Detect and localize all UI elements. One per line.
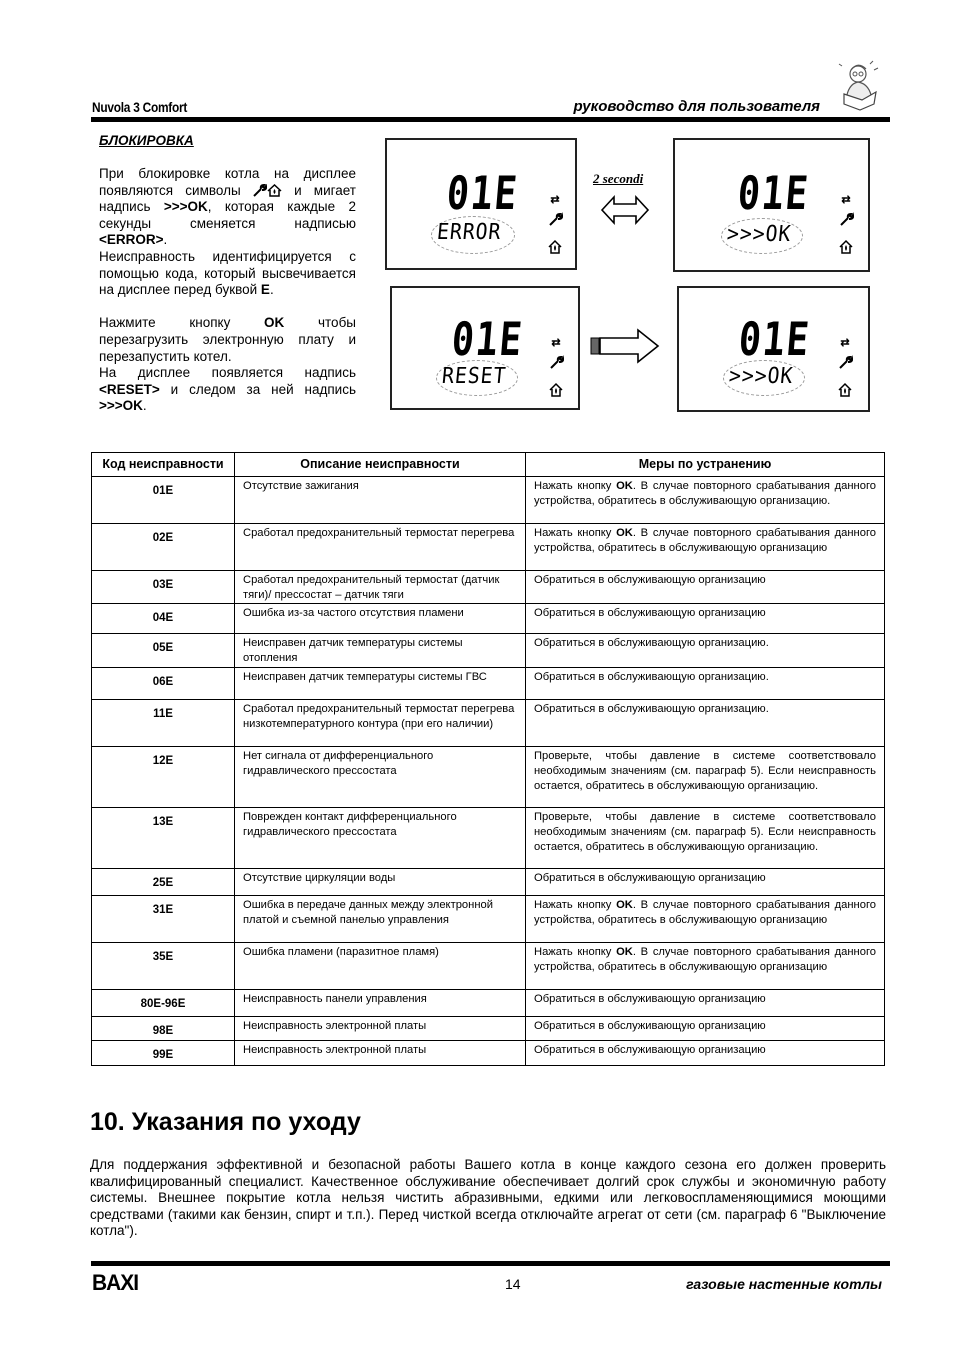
fault-description: Неисправность панели управления bbox=[235, 989, 526, 1016]
fault-remedy: Обратиться в обслуживающую организацию bbox=[526, 1040, 885, 1065]
column-header-description: Описание неисправности bbox=[235, 453, 526, 477]
fault-code: 05E bbox=[92, 634, 235, 668]
alternate-interval-label: 2 secondi bbox=[593, 171, 644, 186]
display-fault-code: 01E bbox=[736, 312, 813, 366]
display-panel-ok-1 bbox=[673, 138, 870, 272]
fault-code: 31E bbox=[92, 895, 235, 942]
fault-code: 13E bbox=[92, 807, 235, 868]
fault-code: 35E bbox=[92, 942, 235, 989]
fault-code: 80E-96E bbox=[92, 989, 235, 1016]
fault-description: Сработал предохранительный термостат перегрева bbox=[235, 523, 526, 570]
table-row bbox=[92, 989, 885, 1016]
brand-logo: BAXI bbox=[92, 1270, 139, 1295]
swap-arrows-icon: ⇄ bbox=[840, 337, 850, 349]
header-model: Nuvola 3 Comfort bbox=[92, 99, 188, 115]
fault-code: 99E bbox=[92, 1040, 235, 1065]
house-flame-icon bbox=[267, 184, 282, 197]
fault-code: 03E bbox=[92, 570, 235, 604]
fault-code: 12E bbox=[92, 746, 235, 807]
display-side-icons bbox=[547, 195, 563, 260]
fault-description: Ошибка из-за частого отсутствия пламени bbox=[235, 604, 526, 634]
fault-description: Неисправен датчик температуры системы ГВС bbox=[235, 667, 526, 699]
house-flame-icon bbox=[548, 382, 564, 398]
section-body-care: Для поддержания эффективной и безопасной работы Вашего котла в конце каждого сезона его должен проверить квалифицированный специалист. Качественное обслуживание обеспечивает долгий срок службы и экономичную работу системы. Внешнее покрытие котла нельзя чистить абразивными, едкими или легковоспламеняющимися моющими средствами (такими как бензин, спирт и т.п.). Перед чисткой всегда отключайте агрегат от сети (см. параграф 6 "Выключение котла"). bbox=[90, 1157, 886, 1239]
table-header-row bbox=[92, 453, 885, 477]
fault-remedy: Обратиться в обслуживающую организацию. bbox=[526, 667, 885, 699]
fault-code-table bbox=[91, 452, 885, 1066]
wrench-icon bbox=[253, 184, 267, 197]
display-side-icons bbox=[548, 338, 564, 403]
fault-code: 25E bbox=[92, 868, 235, 895]
table-row bbox=[92, 942, 885, 989]
fault-description: Поврежден контакт дифференциального гидравлического прессостата bbox=[235, 807, 526, 868]
display-message: >>>OK bbox=[725, 222, 793, 247]
fault-description: Ошибка пламени (паразитное пламя) bbox=[235, 942, 526, 989]
fault-remedy: Обратиться в обслуживающую организацию bbox=[526, 570, 885, 604]
table-row bbox=[92, 604, 885, 634]
table-row bbox=[92, 570, 885, 604]
fault-remedy: Обратиться в обслуживающую организацию bbox=[526, 868, 885, 895]
fault-remedy: Обратиться в обслуживающую организацию. bbox=[526, 699, 885, 746]
fault-remedy: Нажать кнопку OK. В случае повторного срабатывания данного устройства, обратитесь в обслуживающую организацию bbox=[526, 895, 885, 942]
page-number: 14 bbox=[505, 1276, 521, 1292]
header-rule bbox=[91, 117, 890, 122]
swap-arrows-icon: ⇄ bbox=[551, 337, 561, 349]
display-message: RESET bbox=[440, 364, 508, 389]
column-header-code: Код неисправности bbox=[92, 453, 235, 477]
fault-description: Неисправность электронной платы bbox=[235, 1016, 526, 1040]
fault-code: 04E bbox=[92, 604, 235, 634]
fault-code: 11E bbox=[92, 699, 235, 746]
fault-remedy: Проверьте, чтобы давление в системе соответствовало необходимым значениям (см. параграф 5). Если неисправность остается, обратитесь в обслуживающую организацию. bbox=[526, 807, 885, 868]
fault-code: 01E bbox=[92, 476, 235, 523]
display-message: >>>OK bbox=[727, 364, 795, 389]
fault-remedy: Нажать кнопку OK. В случае повторного срабатывания данного устройства, обратитесь в обслуживающую организацию bbox=[526, 942, 885, 989]
fault-description: Сработал предохранительный термостат перегрева низкотемпературного контура (при его наличии) bbox=[235, 699, 526, 746]
house-flame-icon bbox=[547, 239, 563, 255]
table-row bbox=[92, 895, 885, 942]
display-side-icons bbox=[837, 338, 853, 403]
reading-man-icon bbox=[836, 60, 886, 112]
section-label-lock: БЛОКИРОВКА bbox=[99, 133, 194, 148]
display-fault-code: 01E bbox=[735, 166, 812, 220]
lock-paragraph-3: Нажмите кнопку OK чтобы перезагрузить электронную плату и перезапустить котел. bbox=[99, 315, 357, 364]
fault-code: 06E bbox=[92, 667, 235, 699]
table-row bbox=[92, 634, 885, 668]
double-arrow-icon bbox=[600, 194, 650, 226]
wrench-icon bbox=[838, 212, 854, 228]
lock-paragraph-1: При блокировке котла на дисплее появляются символы и мигает надпись >>>OK, которая каждые 2 секунды сменяется надписью <ERROR>. bbox=[99, 166, 356, 248]
table-row bbox=[92, 1040, 885, 1065]
swap-arrows-icon: ⇄ bbox=[841, 194, 851, 206]
fault-description: Отсутствие циркуляции воды bbox=[235, 868, 526, 895]
table-row bbox=[92, 807, 885, 868]
house-flame-icon bbox=[838, 239, 854, 255]
table-row bbox=[92, 523, 885, 570]
section-title-care: 10. Указания по уходу bbox=[90, 1108, 361, 1136]
table-row bbox=[92, 868, 885, 895]
fault-description: Сработал предохранительный термостат (датчик тяги)/ прессостат – датчик тяги bbox=[235, 570, 526, 604]
table-row bbox=[92, 746, 885, 807]
fault-remedy: Нажать кнопку OK. В случае повторного срабатывания данного устройства, обратитесь в обслуживающую организацию bbox=[526, 523, 885, 570]
display-message: ERROR bbox=[435, 220, 503, 245]
fault-description: Ошибка в передаче данных между электронной платой и съемной панелью управления bbox=[235, 895, 526, 942]
display-panel-error bbox=[385, 138, 577, 270]
header-doc-type: руководство для пользователя bbox=[573, 98, 820, 115]
display-panel-reset bbox=[390, 286, 580, 410]
display-fault-code: 01E bbox=[449, 312, 526, 366]
wrench-icon bbox=[548, 355, 564, 371]
table-row bbox=[92, 699, 885, 746]
fault-remedy: Обратиться в обслуживающую организацию bbox=[526, 1016, 885, 1040]
lock-paragraph-2: Неисправность идентифицируется с помощью кода, который высвечивается на дисплее перед буквой Е. bbox=[99, 248, 356, 298]
fault-remedy: Обратиться в обслуживающую организацию bbox=[526, 604, 885, 634]
column-header-remedy: Меры по устранению bbox=[526, 453, 885, 477]
table-row bbox=[92, 1016, 885, 1040]
display-fault-code: 01E bbox=[444, 166, 521, 220]
footer-rule bbox=[91, 1261, 890, 1266]
lock-paragraph-4: На дисплее появляется надпись <RESET> и следом за ней надпись >>>OK. bbox=[99, 365, 356, 414]
table-row bbox=[92, 667, 885, 699]
swap-arrows-icon: ⇄ bbox=[550, 194, 560, 206]
right-arrow-icon bbox=[590, 328, 660, 364]
fault-remedy: Нажать кнопку OK. В случае повторного срабатывания данного устройства, обратитесь в обслуживающую организацию. bbox=[526, 476, 885, 523]
fault-code: 02E bbox=[92, 523, 235, 570]
fault-remedy: Проверьте, чтобы давление в системе соответствовало необходимым значениям (см. параграф 5). Если неисправность остается, обратитесь в обслуживающую организацию. bbox=[526, 746, 885, 807]
fault-description: Нет сигнала от дифференциального гидравлического прессостата bbox=[235, 746, 526, 807]
display-side-icons bbox=[838, 195, 854, 260]
wrench-icon bbox=[837, 355, 853, 371]
wrench-icon bbox=[547, 212, 563, 228]
fault-description: Неисправность электронной платы bbox=[235, 1040, 526, 1065]
footer-category: газовые настенные котлы bbox=[686, 1276, 882, 1292]
lock-instructions bbox=[99, 166, 356, 415]
house-flame-icon bbox=[837, 382, 853, 398]
display-panel-ok-2 bbox=[677, 286, 870, 412]
fault-code: 98E bbox=[92, 1016, 235, 1040]
fault-remedy: Обратиться в обслуживающую организацию bbox=[526, 989, 885, 1016]
table-row bbox=[92, 476, 885, 523]
fault-remedy: Обратиться в обслуживающую организацию. bbox=[526, 634, 885, 668]
fault-description: Отсутствие зажигания bbox=[235, 476, 526, 523]
fault-description: Неисправен датчик температуры системы отопления bbox=[235, 634, 526, 668]
